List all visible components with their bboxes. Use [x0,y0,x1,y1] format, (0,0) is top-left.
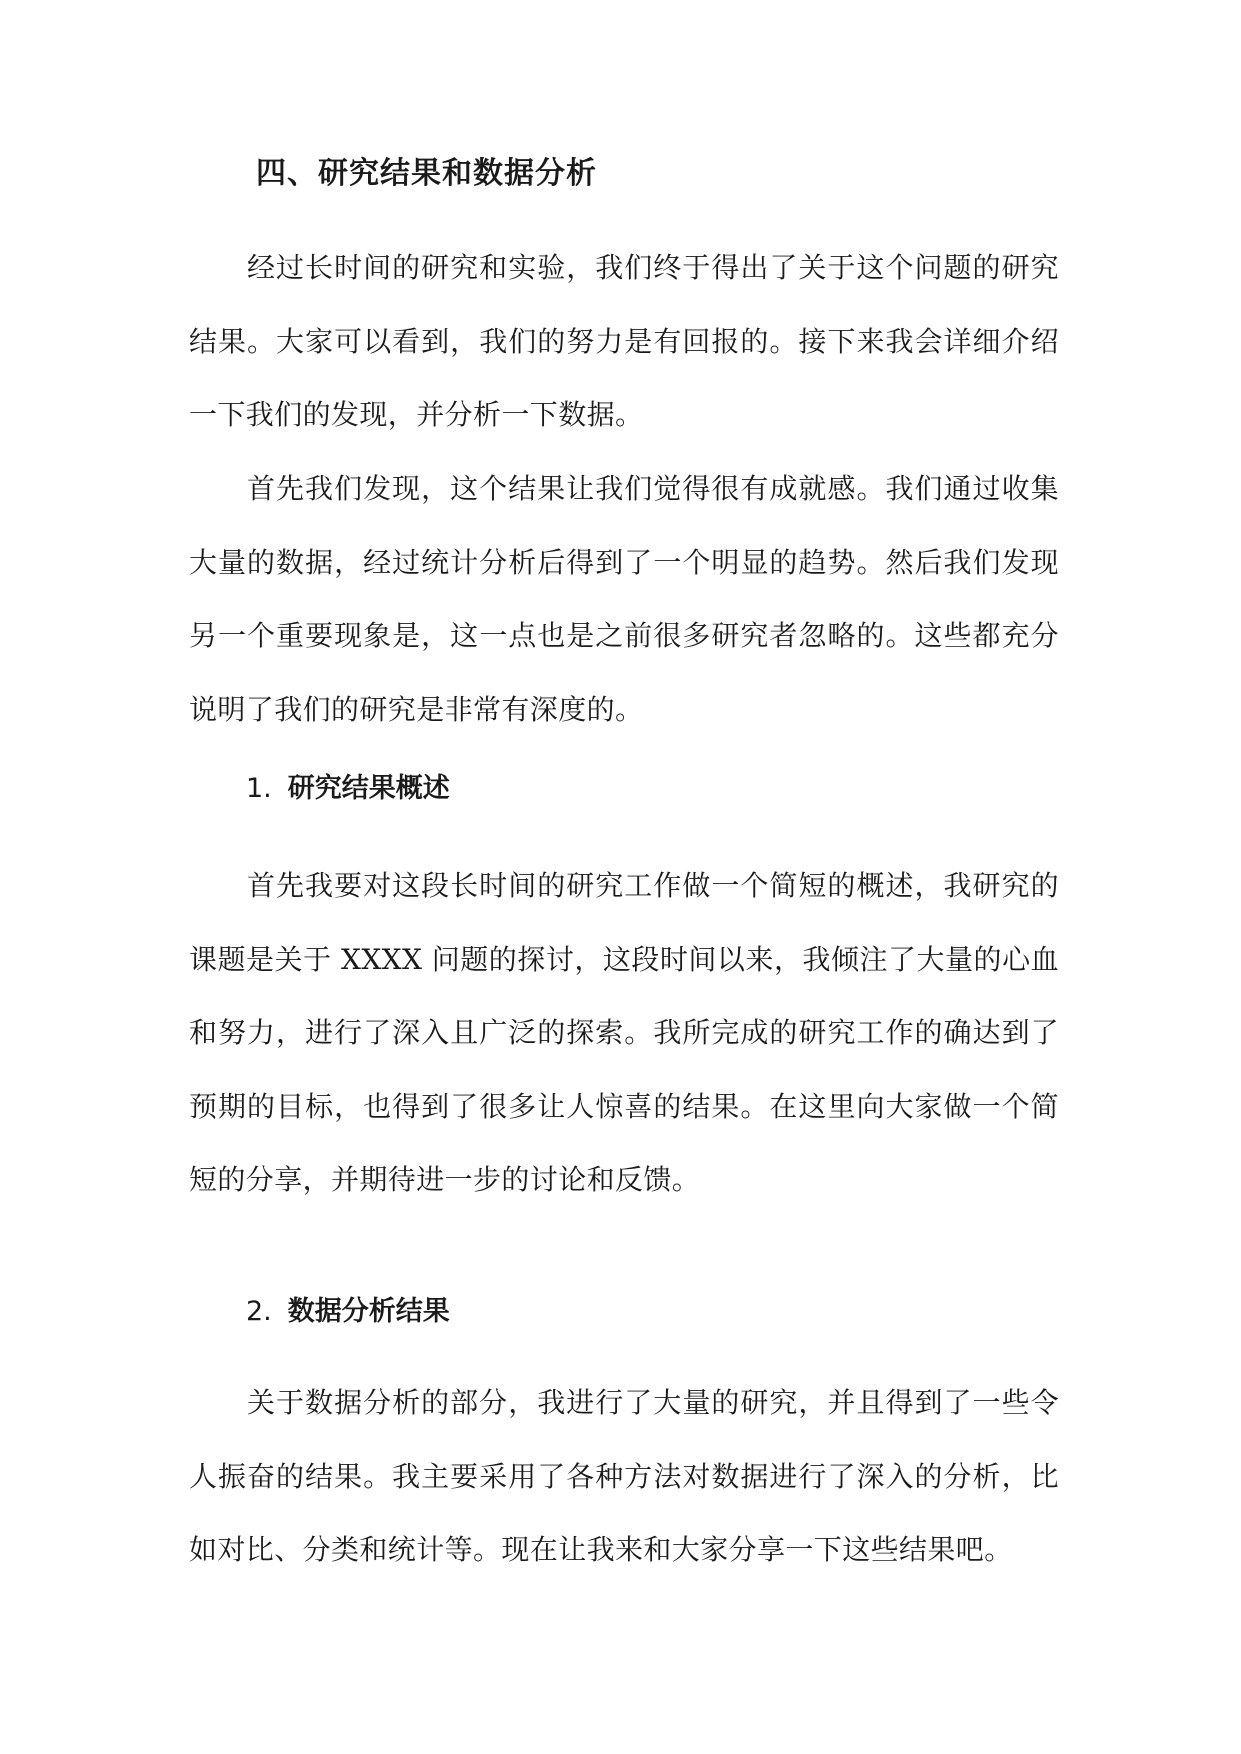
intro-paragraph-2: 首先我们发现，这个结果让我们觉得很有成就感。我们通过收集大量的数据，经过统计分析后得到了一个明显的趋势。然后我们发现另一个重要现象是，这一点也是之前很多研究者忽略的。这些都充分说明了我们的研究是非常有深度的。 [189,472,1059,726]
subsection-title: 研究结果概述 [287,773,450,804]
section-1-paragraph: 首先我要对这段长时间的研究工作做一个简短的概述，我研究的课题是关于 XXXX 问题的探讨，这段时间以来，我倾注了大量的心血和努力，进行了深入且广泛的探索。我所完成的研究工作的确达到了预期的目标，也得到了很多让人惊喜的结果。在这里向大家做一个简短的分享，并期待进一步的讨论和反馈。 [189,869,1059,1196]
section-heading: 四、研究结果和数据分析 [256,156,597,191]
subsection-number: 1. [246,773,272,804]
intro-paragraph-1: 经过长时间的研究和实验，我们终于得出了关于这个问题的研究结果。大家可以看到，我们的努力是有回报的。接下来我会详细介绍一下我们的发现，并分析一下数据。 [189,251,1059,431]
subsection-number: 2. [246,1296,272,1327]
subsection-title: 数据分析结果 [287,1296,450,1327]
subsection-heading-1 [246,767,450,811]
section-2-paragraph: 关于数据分析的部分，我进行了大量的研究，并且得到了一些令人振奋的结果。我主要采用了各种方法对数据进行了深入的分析，比如对比、分类和统计等。现在让我来和大家分享一下这些结果吧。 [189,1386,1059,1566]
subsection-heading-2 [246,1290,450,1334]
